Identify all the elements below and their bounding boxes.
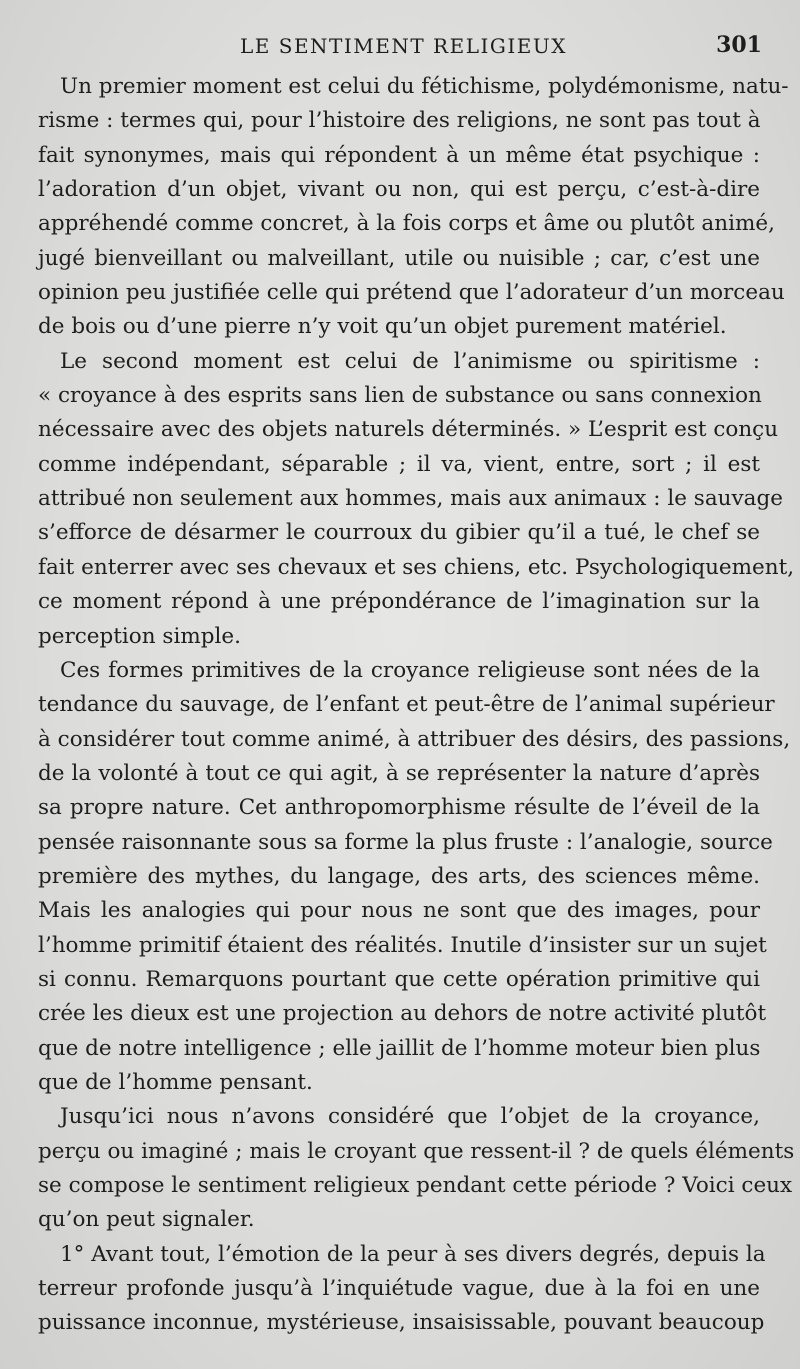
text-line: Un premier moment est celui du fétichisme, polydémonisme, natu- (60, 74, 789, 99)
text-line: si connu. Remarquons pourtant que cette opération primitive qui (38, 966, 760, 992)
text-line: tendance du sauvage, de l’enfant et peut-être de l’animal supérieur (38, 692, 775, 718)
text-line: jugé bienveillant ou malveillant, utile ou nuisible ; car, c’est une (38, 245, 760, 271)
text-line: 1° Avant tout, l’émotion de la peur à ses divers degrés, depuis la (60, 1241, 766, 1267)
text-line: sa propre nature. Cet anthropomorphisme résulte de l’éveil de la (38, 795, 760, 821)
text-line: première des mythes, du langage, des arts, des sciences même. (38, 863, 760, 889)
text-line: appréhendé comme concret, à la fois corps et âme ou plutôt animé, (38, 211, 775, 237)
text-line: l’homme primitif étaient des réalités. Inutile d’insister sur un sujet (38, 932, 767, 958)
text-line: terreur profonde jusqu’à l’inquiétude vague, due à la foi en une (38, 1276, 760, 1302)
text-line: que de l’homme pensant. (38, 1069, 313, 1095)
running-title: LE SENTIMENT RELIGIEUX (240, 34, 567, 58)
text-line: ce moment répond à une prépondérance de l’imagination sur la (38, 589, 760, 615)
page-header (38, 34, 760, 70)
paragraph (38, 345, 795, 654)
paragraph (38, 1238, 766, 1341)
text-line: se compose le sentiment religieux pendant cette période ? Voici ceux (38, 1173, 793, 1198)
text-line: à considérer tout comme animé, à attribuer des désirs, des passions, (38, 726, 791, 752)
text-line: fait synonymes, mais qui répondent à un même état psychique : (38, 142, 760, 168)
text-line: Ces formes primitives de la croyance religieuse sont nées de la (60, 657, 760, 683)
text-line: opinion peu justifiée celle qui prétend que l’adorateur d’un morceau (38, 280, 785, 306)
paragraph (38, 1100, 795, 1237)
text-line: fait enterrer avec ses chevaux et ses chiens, etc. Psychologiquement, (38, 554, 795, 580)
text-line: perçu ou imaginé ; mais le croyant que ressent-il ? de quels éléments (38, 1138, 795, 1164)
text-line: Mais les analogies qui pour nous ne sont que des images, pour (38, 898, 760, 924)
text-line: risme : termes qui, pour l’histoire des religions, ne sont pas tout à (38, 108, 761, 134)
text-line: que de notre intelligence ; elle jaillit de l’homme moteur bien plus (38, 1035, 761, 1061)
paragraph (38, 70, 789, 345)
text-line: de bois ou d’une pierre n’y voit qu’un objet purement matériel. (38, 314, 727, 340)
page-number: 301 (716, 32, 762, 58)
text-line: l’adoration d’un objet, vivant ou non, qui est perçu, c’est-à-dire (38, 177, 760, 203)
text-line: nécessaire avec des objets naturels déterminés. » L’esprit est conçu (38, 417, 779, 443)
text-line: puissance inconnue, mystérieuse, insaisissable, pouvant beaucoup (38, 1310, 765, 1336)
body-text (38, 70, 795, 1341)
text-line: pensée raisonnante sous sa forme la plus fruste : l’analogie, source (38, 829, 773, 855)
text-line: de la volonté à tout ce qui agit, à se représenter la nature d’après (38, 760, 760, 786)
text-line: crée les dieux est une projection au dehors de notre activité plutôt (38, 1001, 767, 1027)
text-line: attribué non seulement aux hommes, mais aux animaux : le sauvage (38, 486, 783, 512)
text-line: qu’on peut signaler. (38, 1207, 255, 1233)
paragraph (38, 654, 791, 1100)
text-line: Jusqu’ici nous n’avons considéré que l’objet de la croyance, (60, 1104, 760, 1130)
text-line: comme indépendant, séparable ; il va, vient, entre, sort ; il est (38, 451, 760, 477)
text-line: « croyance à des esprits sans lien de substance ou sans connexion (38, 383, 762, 409)
text-line: s’efforce de désarmer le courroux du gibier qu’il a tué, le chef se (38, 520, 760, 546)
text-line: Le second moment est celui de l’animisme ou spiritisme : (60, 348, 760, 374)
text-line: perception simple. (38, 623, 241, 649)
